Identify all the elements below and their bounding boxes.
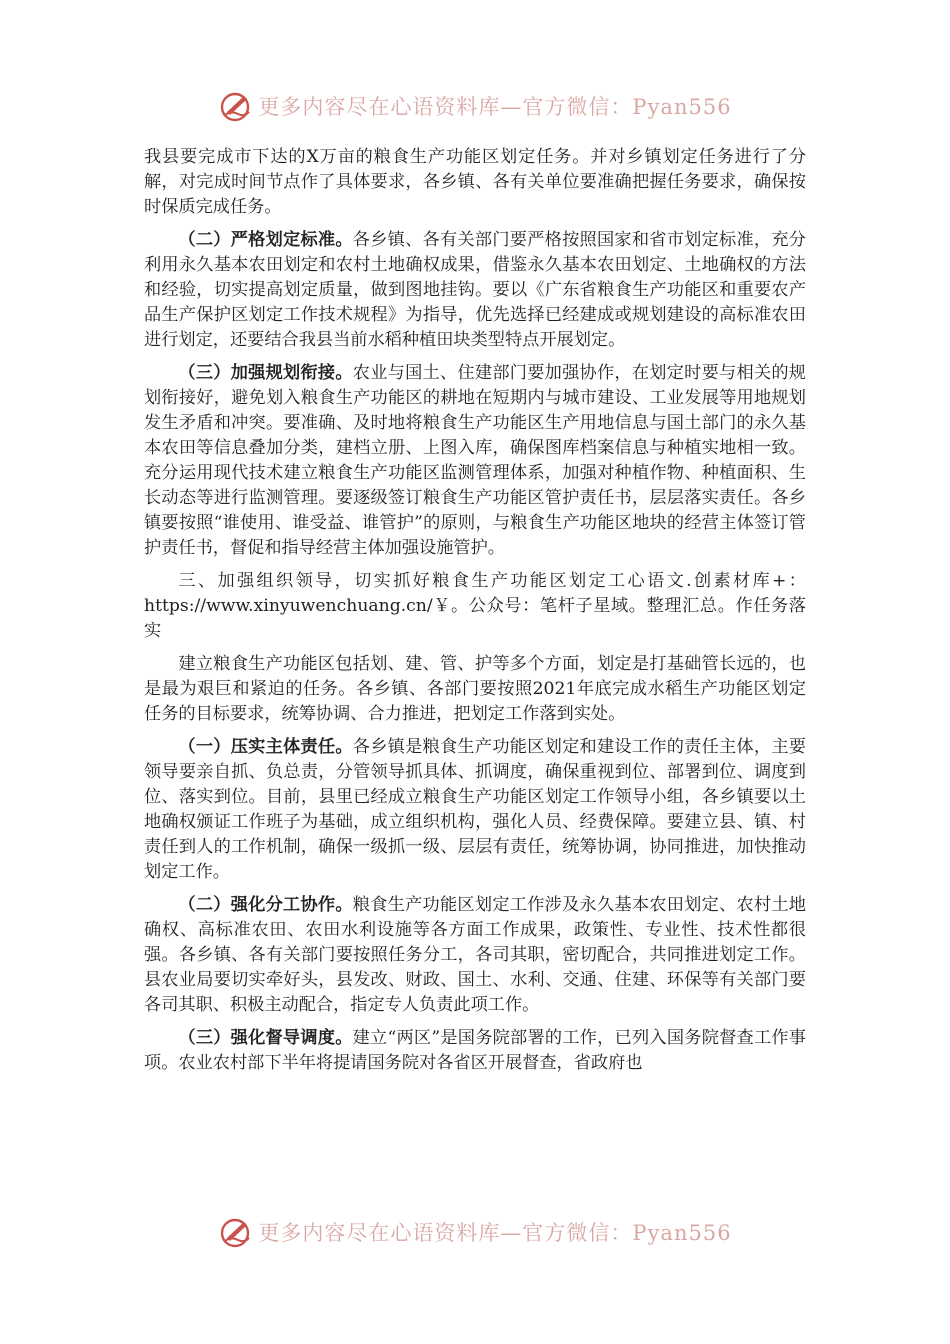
pen-and-book-logo-icon bbox=[218, 88, 254, 124]
section-heading: （三）加强规划衔接。 bbox=[178, 363, 353, 383]
paragraph: （三）加强规划衔接。农业与国土、住建部门要加强协作，在划定时要与相关的规划衔接好，避免划入粮食生产功能区的耕地在短期内与城市建设、工业发展等用地规划发生矛盾和冲突。要准确、及时地将粮食生产功能区生产用地信息与国土部门的永久基本农田等信息叠加分类，建档立册、上图入库，确保图库档案信息与种植实地相一致。充分运用现代技术建立粮食生产功能区监测管理体系，加强对种植作物、种植面积、生长动态等进行监测管理。要逐级签订粮食生产功能区管护责任书，层层落实责任。各乡镇要按照“谁使用、谁受益、谁管护”的原则，与粮食生产功能区地块的经营主体签订管护责任书，督促和指导经营主体加强设施管护。 bbox=[144, 363, 806, 558]
section-heading: （一）压实主体责任。 bbox=[178, 737, 353, 757]
paragraph: （一）压实主体责任。各乡镇是粮食生产功能区划定和建设工作的责任主体，主要领导要亲自抓、负总责，分管领导抓具体、抓调度，确保重视到位、部署到位、调度到位、落实到位。目前，县里已经成立粮食生产功能区划定工作领导小组，各乡镇要以土地确权颁证工作班子为基础，成立组织机构，强化人员、经费保障。要建立县、镇、村责任到人的工作机制，确保一级抓一级、层层有责任，统筹协调，协同推进，加快推动划定工作。 bbox=[144, 737, 806, 882]
paragraph: （二）严格划定标准。各乡镇、各有关部门要严格按照国家和省市划定标准，充分利用永久基本农田划定和农村土地确权成果，借鉴永久基本农田划定、土地确权的方法和经验，切实提高划定质量，做到图地挂钩。要以《广东省粮食生产功能区和重要农产品生产保护区划定工作技术规程》为指导，优先选择已经建成或规划建设的高标准农田进行划定，还要结合我县当前水稻种植田块类型特点开展划定。 bbox=[144, 230, 806, 350]
pen-and-book-logo-icon bbox=[218, 1214, 254, 1250]
section-heading: （二）强化分工协作。 bbox=[178, 895, 353, 915]
paragraph: （二）强化分工协作。粮食生产功能区划定工作涉及永久基本农田划定、农村土地确权、高标准农田、农田水利设施等各方面工作成果，政策性、专业性、技术性都很强。各乡镇、各有关部门要按照任务分工，各司其职，密切配合，共同推进划定工作。县农业局要切实牵好头，县发改、财政、国土、水利、交通、住建、环保等有关部门要各司其职、积极主动配合，指定专人负责此项工作。 bbox=[144, 895, 806, 1015]
document-body bbox=[144, 145, 806, 1084]
footer-banner bbox=[0, 1210, 950, 1254]
banner-text: 更多内容尽在心语资料库—官方微信：Pyan556 bbox=[258, 95, 732, 119]
paragraph: 三、加强组织领导，切实抓好粮食生产功能区划定工心语文.创素材库+：https://www.xinyuwenchuang.cn/￥。公众号：笔杆子星域。整理汇总。作任务落实 bbox=[144, 571, 806, 641]
paragraph: 建立粮食生产功能区包括划、建、管、护等多个方面，划定是打基础管长远的，也是最为艰巨和紧迫的任务。各乡镇、各部门要按照2021年底完成水稻生产功能区划定任务的目标要求，统筹协调、合力推进，把划定工作落到实处。 bbox=[144, 654, 806, 724]
banner-text: 更多内容尽在心语资料库—官方微信：Pyan556 bbox=[258, 1221, 732, 1245]
paragraph: 我县要完成市下达的X万亩的粮食生产功能区划定任务。并对乡镇划定任务进行了分解，对完成时间节点作了具体要求，各乡镇、各有关单位要准确把握任务要求，确保按时保质完成任务。 bbox=[144, 147, 806, 217]
section-heading: （二）严格划定标准。 bbox=[178, 230, 353, 250]
section-heading: （三）强化督导调度。 bbox=[178, 1028, 353, 1048]
header-banner bbox=[0, 84, 950, 128]
paragraph: （三）强化督导调度。建立“两区”是国务院部署的工作，已列入国务院督查工作事项。农业农村部下半年将提请国务院对各省区开展督查，省政府也 bbox=[144, 1028, 806, 1073]
